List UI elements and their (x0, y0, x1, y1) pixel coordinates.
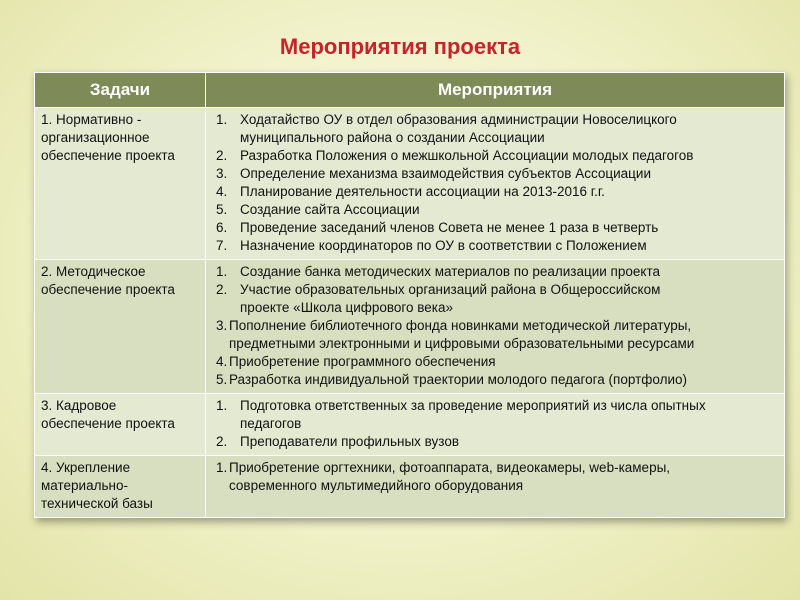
activity-text: Ходатайство ОУ в отдел образования администрации Новоселицкого (240, 112, 677, 127)
activity-text-continued: педагогов (240, 416, 302, 431)
table-row (35, 108, 785, 260)
activity-number: 3. (216, 318, 228, 333)
activity-item (216, 183, 780, 201)
task-cell: 2. Методическое обеспечение проекта (35, 260, 206, 394)
table-row (35, 260, 785, 394)
header-activities: Мероприятия (206, 73, 785, 108)
activity-item (216, 371, 780, 389)
activities-table (34, 72, 785, 518)
table-row (35, 394, 785, 456)
activity-number: 1. (216, 112, 228, 127)
activity-text-continued: проекте «Школа цифрового века» (240, 300, 454, 315)
activity-text: Приобретение оргтехники, фотоаппарата, видеокамеры, web-камеры, (229, 460, 671, 475)
activities-cell (206, 394, 785, 456)
activity-number: 1. (216, 460, 228, 475)
header-tasks: Задачи (35, 73, 206, 108)
activity-text: Создание сайта Ассоциации (240, 202, 420, 217)
activities-cell (206, 456, 785, 518)
activity-number: 4. (216, 184, 228, 199)
activity-item (216, 147, 780, 165)
activity-text: Преподаватели профильных вузов (240, 434, 460, 449)
activity-item (216, 111, 780, 147)
activity-number: 2. (216, 148, 228, 163)
activity-text: Приобретение программного обеспечения (229, 354, 496, 369)
activity-item (216, 459, 780, 495)
activity-number: 2. (216, 434, 228, 449)
activity-number: 5. (216, 202, 228, 217)
activity-number: 7. (216, 238, 228, 253)
activity-item (216, 433, 780, 451)
activity-number: 3. (216, 166, 228, 181)
table-header-row (35, 73, 785, 108)
activity-item (216, 317, 780, 353)
activity-text: Проведение заседаний членов Совета не менее 1 раза в четверть (240, 220, 659, 235)
activity-text: Подготовка ответственных за проведение мероприятий из числа опытных (240, 398, 706, 413)
activity-text: Разработка индивидуальной траектории молодого педагога (портфолио) (229, 372, 688, 387)
table-row (35, 456, 785, 518)
activity-text-continued: предметными электронными и цифровыми образовательными ресурсами (229, 336, 695, 351)
activity-number: 4. (216, 354, 228, 369)
activity-text: Создание банка методических материалов по реализации проекта (240, 264, 660, 279)
activity-text: Назначение координаторов по ОУ в соответствии с Положением (240, 238, 647, 253)
activity-number: 1. (216, 398, 228, 413)
activity-text: Разработка Положения о межшкольной Ассоциации молодых педагогов (240, 148, 694, 163)
activity-item (216, 237, 780, 255)
task-cell: 4. Укрепление материально-технической базы (35, 456, 206, 518)
activity-item (216, 281, 780, 317)
activity-number: 6. (216, 220, 228, 235)
task-cell: 1. Нормативно - организационное обеспечение проекта (35, 108, 206, 260)
activity-item (216, 165, 780, 183)
activity-item (216, 263, 780, 281)
activity-item (216, 219, 780, 237)
activity-number: 5. (216, 372, 228, 387)
activities-cell (206, 260, 785, 394)
activity-item (216, 397, 780, 433)
activities-cell (206, 108, 785, 260)
activity-text: Планирование деятельности ассоциации на 2013-2016 г.г. (240, 184, 605, 199)
activity-item (216, 201, 780, 219)
activity-text-continued: муниципального района о создании Ассоциации (240, 130, 545, 145)
task-cell: 3. Кадровое обеспечение проекта (35, 394, 206, 456)
activity-number: 1. (216, 264, 228, 279)
activity-text: Определение механизма взаимодействия субъектов Ассоциации (240, 166, 651, 181)
activity-text: Участие образовательных организаций района в Общероссийском (240, 282, 661, 297)
slide-title: Мероприятия проекта (279, 34, 521, 59)
activity-text: Пополнение библиотечного фонда новинками методической литературы, (229, 318, 692, 333)
activity-text-continued: современного мультимедийного оборудования (229, 478, 524, 493)
activity-number: 2. (216, 282, 228, 297)
activity-item (216, 353, 780, 371)
